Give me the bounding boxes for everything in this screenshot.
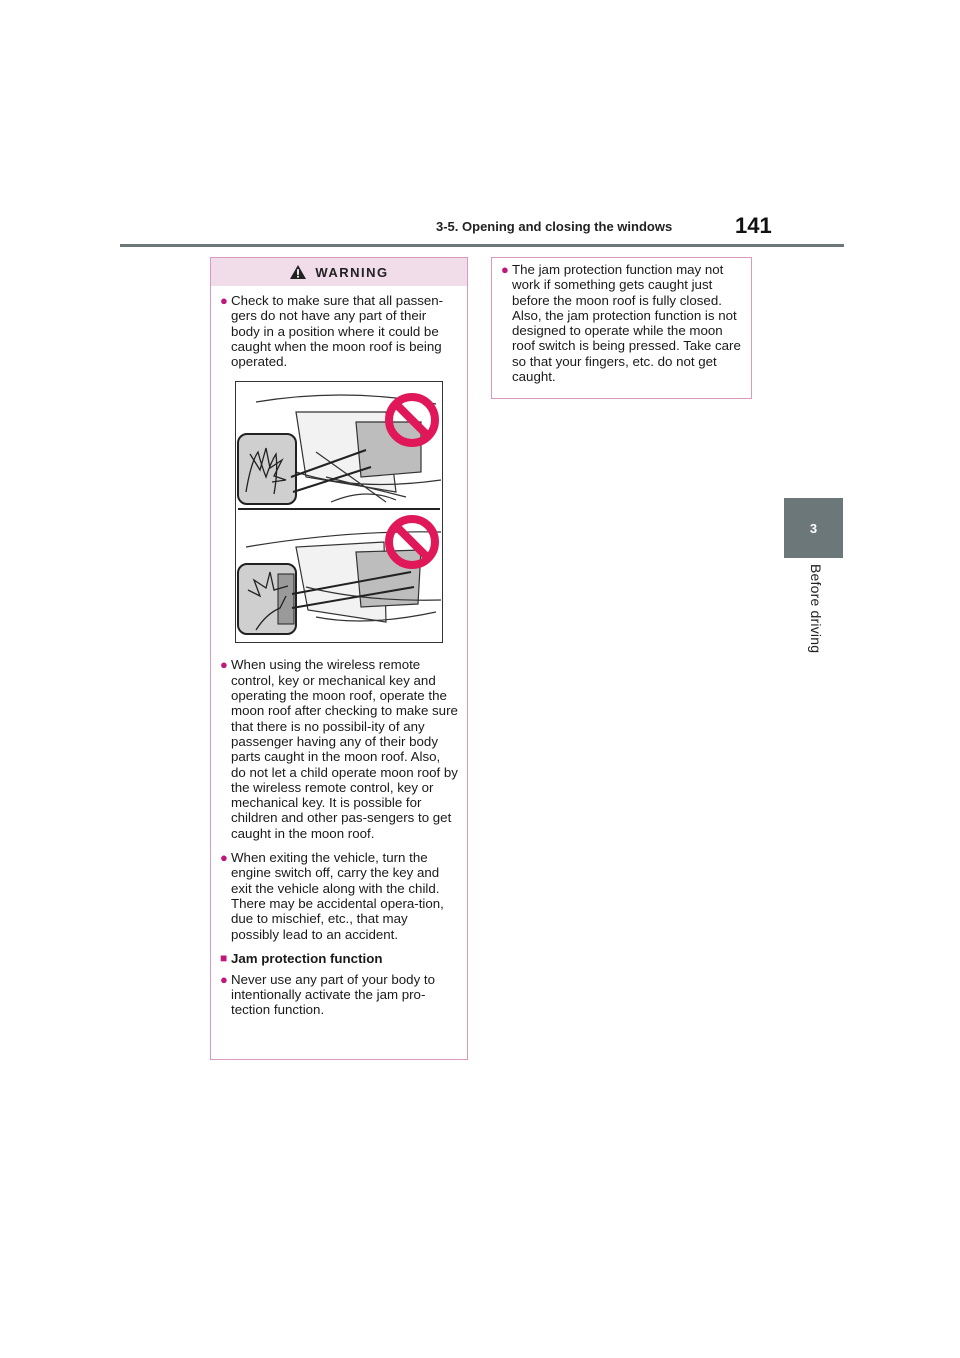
list-item xyxy=(220,657,458,841)
square-bullet-icon: ■ xyxy=(220,950,228,965)
list-item xyxy=(220,850,458,942)
chapter-tab xyxy=(784,498,843,558)
subheading-text: Jam protection function xyxy=(231,950,383,966)
bullet-text: Check to make sure that all passen-gers do not have any part of their body in a position where it could be caught when the moon roof is being operated. xyxy=(231,293,444,370)
header-rule xyxy=(120,244,844,247)
warning-title: WARNING xyxy=(315,264,389,280)
bullet-dot-icon: ● xyxy=(501,262,509,277)
bullet-text: Never use any part of your body to intentionally activate the jam pro-tection function. xyxy=(231,971,435,1018)
bullet-text: When exiting the vehicle, turn the engine switch off, carry the key and exit the vehicle along with the child. There may be accidental opera-tion, due to mischief, etc., that may possibly lead to an accident. xyxy=(231,850,444,942)
section-title: 3-5. Opening and closing the windows xyxy=(436,219,673,234)
list-item xyxy=(220,293,458,369)
warning-triangle-icon xyxy=(289,264,307,280)
bullet-text: When using the wireless remote control, key or mechanical key and operating the moon roof, operate the moon roof after checking to make sure that there is no possibil-ity of any passenger having any of their body parts caught in the moon roof. Also, do not let a child operate moon roof by the wireless remote control, key or mechanical key. It is possible for children and other pas-sengers to get caught in the moon roof. xyxy=(231,657,458,841)
moon-roof-illustration xyxy=(236,382,442,642)
warning-box xyxy=(210,257,468,1060)
bullet-dot-icon: ● xyxy=(220,657,228,673)
warning-header xyxy=(211,258,467,286)
subheading xyxy=(220,951,458,966)
chapter-label: Before driving xyxy=(808,564,824,654)
bullet-dot-icon: ● xyxy=(220,850,228,866)
list-item xyxy=(501,262,742,384)
bullet-dot-icon: ● xyxy=(220,293,228,308)
chapter-number: 3 xyxy=(809,520,818,536)
warning-continued-box xyxy=(491,257,752,399)
list-item xyxy=(220,972,458,1018)
page-number: 141 xyxy=(735,213,772,238)
bullet-text: The jam protection function may not work if something gets caught just before the moon roof is fully closed. Also, the jam protection function is not designed to operate while the moon roof switch is being pressed. Take care so that your fingers, etc. do not get caught. xyxy=(512,262,741,385)
warning-illustration xyxy=(235,381,443,643)
bullet-dot-icon: ● xyxy=(220,971,228,987)
